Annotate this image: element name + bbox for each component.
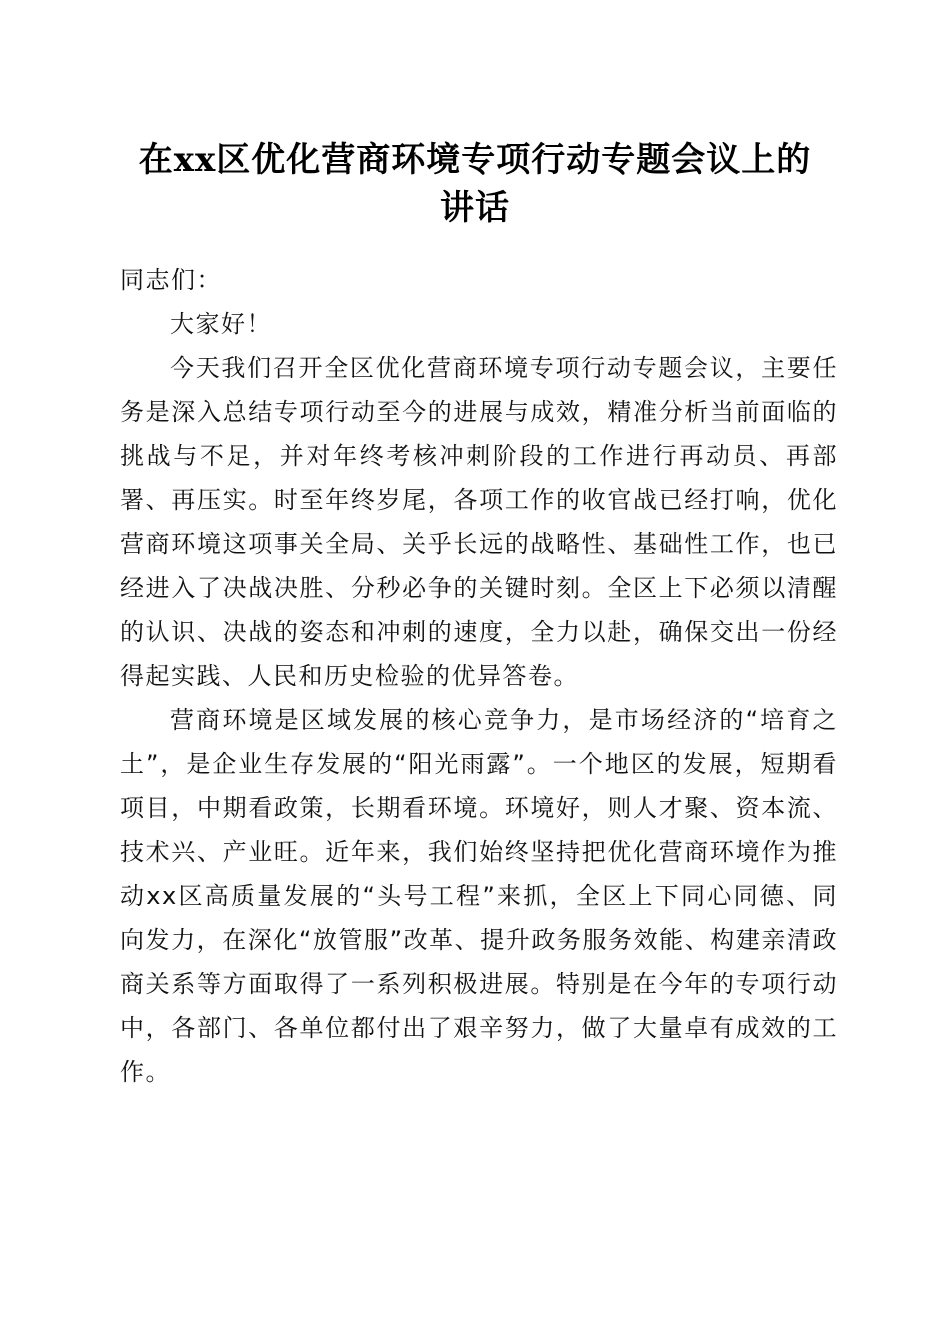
title-line-1: 在xx区优化营商环境专项行动专题会议上的 [138, 140, 812, 180]
greeting: 大家好！ [170, 310, 272, 338]
paragraph-2: 营商环境是区域发展的核心竞争力，是市场经济的“培育之土”，是企业生存发展的“阳光雨露”。一个地区的发展，短期看项目，中期看政策，长期看环境。环境好，则人才聚、资本流、技术兴、产业旺。近年来，我们始终坚持把优化营商环境作为推动xx区高质量发展的“头号工程”来抓，全区上下同心同德、同向发力，在深化“放管服”改革、提升政务服务效能、构建亲清政商关系等方面取得了一系列积极进展。特别是在今年的专项行动中，各部门、各单位都付出了艰辛努力，做了大量卓有成效的工作。 [120, 706, 838, 1086]
document-body [120, 258, 838, 1094]
paragraph-1: 今天我们召开全区优化营商环境专项行动专题会议，主要任务是深入总结专项行动至今的进展与成效，精准分析当前面临的挑战与不足，并对年终考核冲刺阶段的工作进行再动员、再部署、再压实。时至年终岁尾，各项工作的收官战已经打响，优化营商环境这项事关全局、关乎长远的战略性、基础性工作，也已经进入了决战决胜、分秒必争的关键时刻。全区上下必须以清醒的认识、决战的姿态和冲刺的速度，全力以赴，确保交出一份经得起实践、人民和历史检验的优异答卷。 [120, 354, 838, 690]
title-line-2: 讲话 [440, 188, 510, 228]
document-title [110, 136, 840, 232]
salutation: 同志们： [120, 266, 222, 294]
